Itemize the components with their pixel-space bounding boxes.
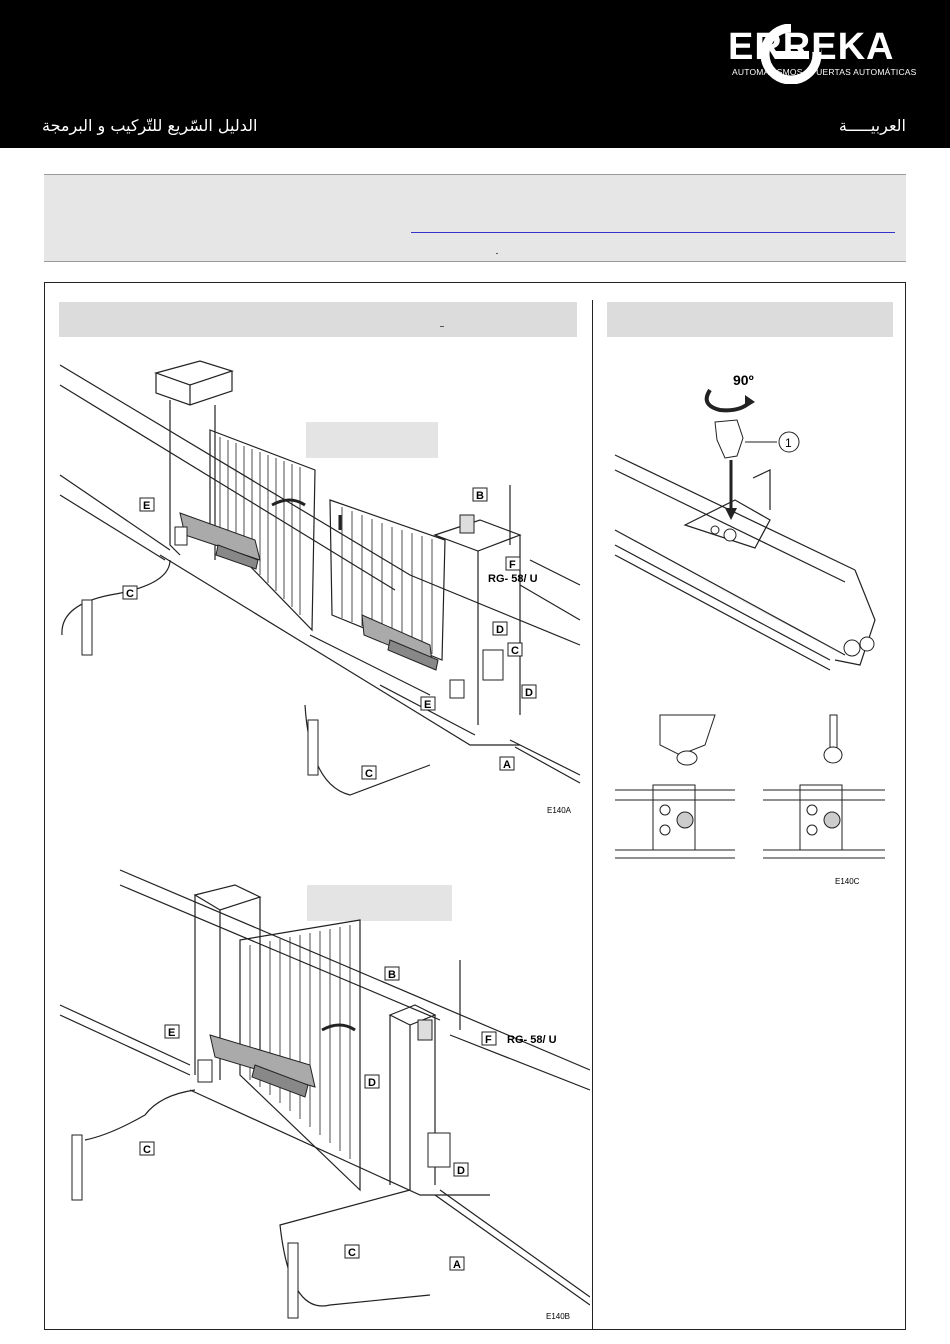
install-section-header xyxy=(59,302,577,337)
double-gate-installation-diagram xyxy=(50,345,590,825)
label-B-bottom: B xyxy=(388,969,396,981)
notice-box xyxy=(44,174,906,262)
label-C-top-left: C xyxy=(126,588,134,600)
column-divider xyxy=(592,300,593,1330)
label-C-top-bottom: C xyxy=(365,768,373,780)
label-E-top-right: E xyxy=(424,699,432,711)
header-banner xyxy=(0,0,950,148)
label-D-top-lower: D xyxy=(525,687,533,699)
figure-code-bottom: E140B xyxy=(546,1312,571,1321)
label-F-top: F xyxy=(509,559,516,571)
release-section-header xyxy=(607,302,893,337)
single-gate-installation-diagram xyxy=(50,865,590,1325)
figure-code-top: E140A xyxy=(547,806,572,815)
callout-number: 1 xyxy=(785,436,792,450)
label-E-top: E xyxy=(143,500,151,512)
label-C-top-right: C xyxy=(511,645,519,657)
label-D-bottom-lower: D xyxy=(457,1165,465,1177)
label-E-bottom: E xyxy=(168,1027,176,1039)
label-C-bottom: C xyxy=(348,1247,356,1259)
label-A-bottom: A xyxy=(453,1259,461,1271)
notice-link[interactable] xyxy=(411,232,895,233)
rotation-angle: 90º xyxy=(733,372,754,388)
brand-tagline: AUTOMATISMOS / PUERTAS AUTOMÁTICAS xyxy=(732,67,917,77)
notice-mark xyxy=(496,253,498,254)
cable-label-top: RG- 58/ U xyxy=(488,573,538,585)
label-C-bottom-left: C xyxy=(143,1144,151,1156)
cable-label-bottom: RG- 58/ U xyxy=(507,1034,557,1046)
label-D-bottom-upper: D xyxy=(368,1077,376,1089)
brand-name: ERREKA xyxy=(728,26,895,68)
page-title: الدليل السّريع للتّركيب و البرمجة xyxy=(42,116,258,135)
manual-release-diagram xyxy=(605,360,895,890)
label-A-top: A xyxy=(503,759,511,771)
label-B-top: B xyxy=(476,490,484,502)
label-F-bottom: F xyxy=(485,1034,492,1046)
label-D-top-upper: D xyxy=(496,624,504,636)
language-label: العربيـــــة xyxy=(838,116,906,135)
figure-code-release: E140C xyxy=(835,877,860,886)
